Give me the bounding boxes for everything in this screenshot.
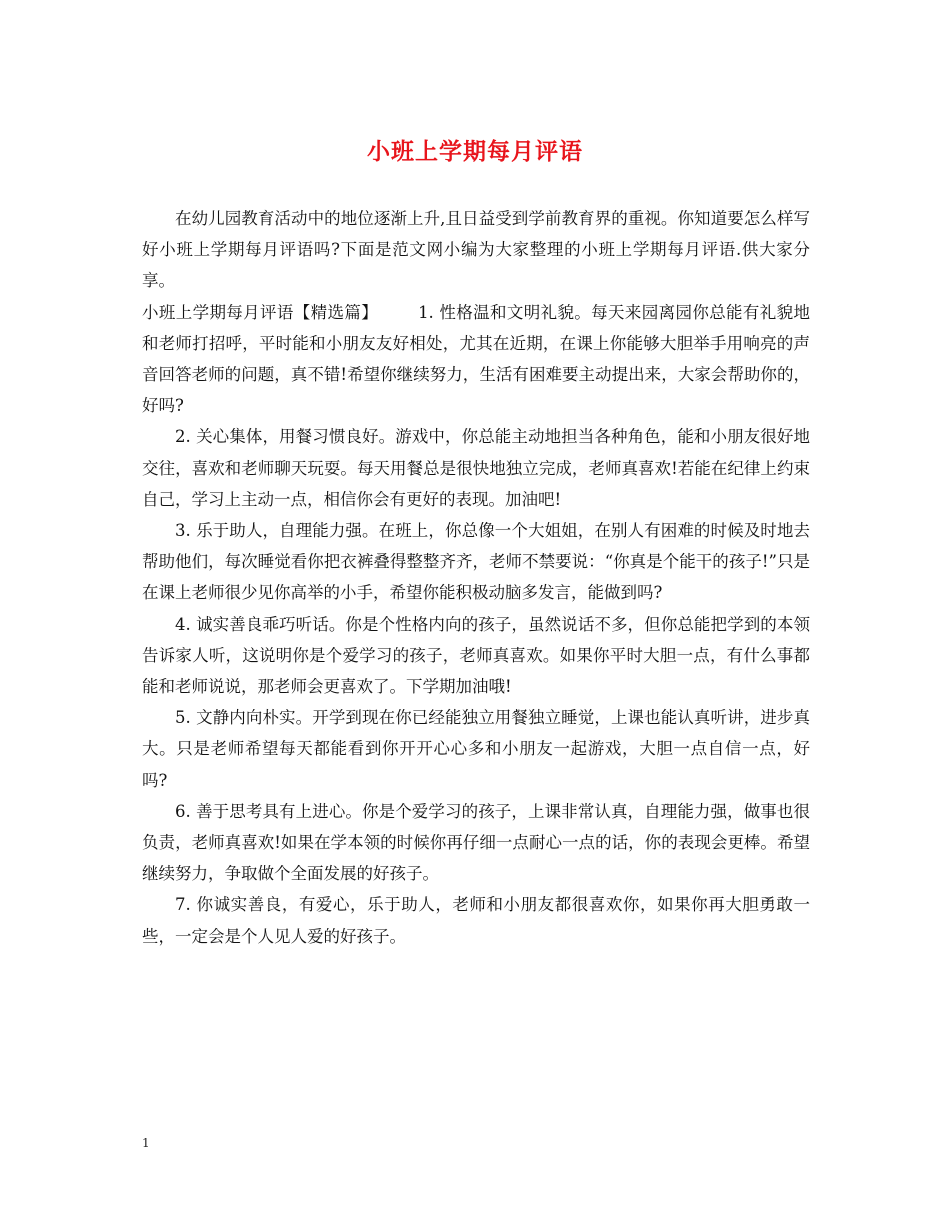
document-title: 小班上学期每月评语 [367,138,583,165]
item-4: 4. 诚实善良乖巧听话。你是个性格内向的孩子，虽然说话不多，但你总能把学到的本领告诉家人听，这说明你是个爱学习的孩子，老师真喜欢。如果你平时大胆一点，有什么事都能和老师说说，那老师会更喜欢了。下学期加油哦! [142,614,810,697]
intro-paragraph: 在幼儿园教育活动中的地位逐渐上升,且日益受到学前教育界的重视。你知道要怎么样写好小班上学期每月评语吗?下面是范文网小编为大家整理的小班上学期每月评语.供大家分享。 [142,209,810,291]
item-2: 2. 关心集体，用餐习惯良好。游戏中，你总能主动地担当各种角色，能和小朋友很好地交往，喜欢和老师聊天玩耍。每天用餐总是很快地独立完成，老师真喜欢!若能在纪律上约束自己，学习上主动一点，相信你会有更好的表现。加油吧! [142,427,810,509]
item-3: 3. 乐于助人，自理能力强。在班上，你总像一个大姐姐，在别人有困难的时候及时地去帮助他们，每次睡觉看你把衣裤叠得整整齐齐，老师不禁要说：“你真是个能干的孩子!”只是在课上老师很少见你高举的小手，希望你能积极动脑多发言，能做到吗? [142,521,810,603]
section-heading: 小班上学期每月评语【精选篇】 [142,302,379,322]
section-paragraph [142,297,810,422]
item-7: 7. 你诚实善良，有爱心，乐于助人，老师和小朋友都很喜欢你，如果你再大胆勇敢一些，一定会是个人见人爱的好孩子。 [142,895,810,946]
page-number: 1 [142,1136,150,1150]
item-6: 6. 善于思考具有上进心。你是个爱学习的孩子，上课非常认真，自理能力强，做事也很负责，老师真喜欢!如果在学本领的时候你再仔细一点耐心一点的话，你的表现会更棒。希望继续努力，争取做个全面发展的好孩子。 [142,801,810,884]
document-body [142,203,810,952]
item-1: 1. 性格温和文明礼貌。每天来园离园你总能有礼貌地和老师打招呼，平时能和小朋友友好相处，尤其在近期，在课上你能够大胆举手用响亮的声音回答老师的问题，真不错!希望你继续努力，生活有困难要主动提出来，大家会帮助你的，好吗? [142,302,810,416]
item-5: 5. 文静内向朴实。开学到现在你已经能独立用餐独立睡觉，上课也能认真听讲，进步真大。只是老师希望每天都能看到你开开心心多和小朋友一起游戏，大胆一点自信一点，好吗? [142,708,810,790]
